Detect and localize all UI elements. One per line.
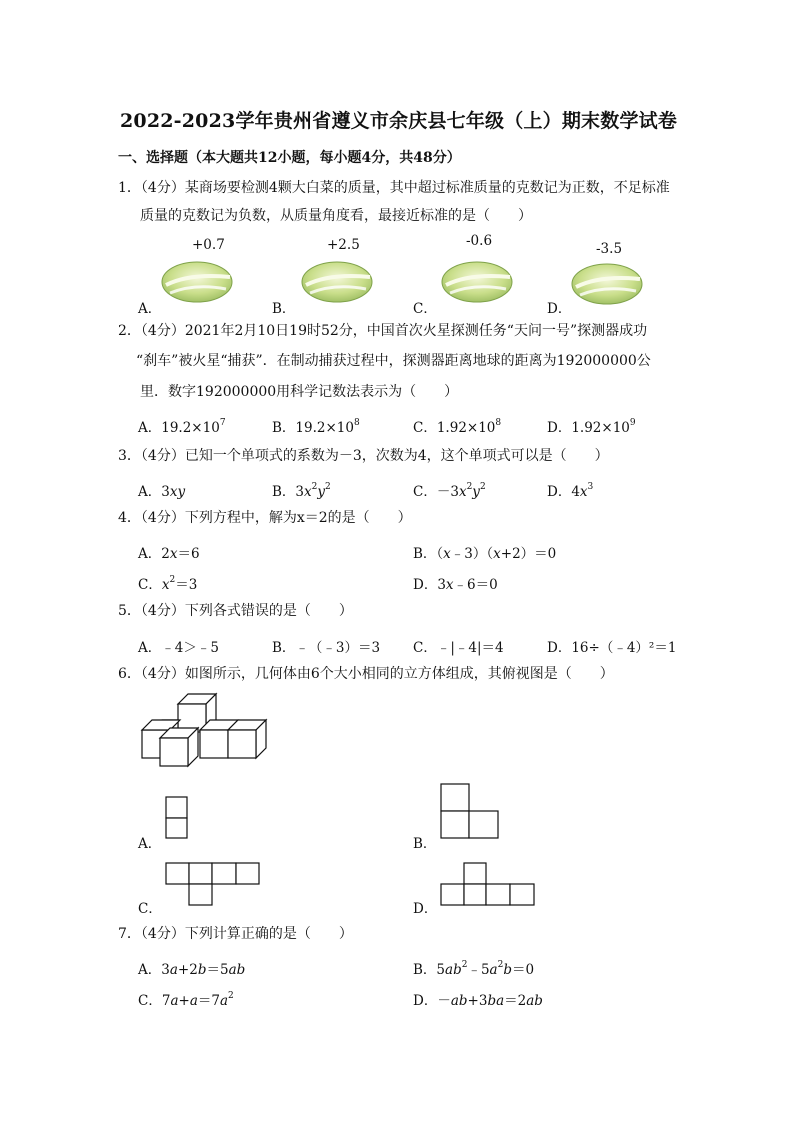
q2-option-c: C．$1.92\times 10^8$ bbox=[413, 418, 502, 436]
q1-option-c-value: -0.6 bbox=[466, 233, 493, 249]
q1-option-a-label: A． bbox=[138, 301, 162, 317]
cabbage-image-b bbox=[300, 255, 374, 305]
q1-option-d-label: D． bbox=[547, 301, 572, 317]
q1-option-c-label: C． bbox=[413, 301, 437, 317]
question-1-line-2: 质量的克数记为负数，从质量角度看，最接近标准的是（ ） bbox=[140, 208, 532, 224]
q1-option-b-value: +2.5 bbox=[327, 237, 360, 253]
cabbage-image-d bbox=[570, 257, 644, 307]
section-header: 一、选择题（本大题共12小题，每小题4分，共48分） bbox=[118, 150, 461, 166]
q4-option-d: D．3x﹣6＝0 bbox=[413, 577, 498, 593]
q6-option-d-figure bbox=[440, 862, 538, 908]
q2-option-d: D．$1.92\times 10^9$ bbox=[547, 418, 636, 436]
q6-option-c-label: C． bbox=[138, 901, 162, 917]
question-2-line-3: 里．数字192000000用科学记数法表示为（ ） bbox=[140, 384, 459, 400]
question-3-stem: 3．（4分）已知一个单项式的系数为－3，次数为4，这个单项式可以是（ ） bbox=[118, 448, 609, 464]
cabbage-image-c bbox=[440, 255, 514, 305]
q6-option-a-figure bbox=[165, 796, 189, 840]
q4-option-b: B．（x﹣3）（x+2）＝0 bbox=[413, 546, 557, 562]
q5-option-d: D．16÷（﹣4）²＝1 bbox=[547, 640, 677, 656]
q6-option-c-figure bbox=[165, 862, 263, 908]
question-6-stem: 6．（4分）如图所示，几何体由6个大小相同的立方体组成，其俯视图是（ ） bbox=[118, 666, 614, 682]
q3-option-b: B．$3x^2y^2$ bbox=[272, 482, 331, 500]
q6-option-a-label: A． bbox=[138, 836, 162, 852]
question-1-line-1: 1．（4分）某商场要检测4颗大白菜的质量，其中超过标准质量的克数记为正数，不足标准 bbox=[118, 180, 670, 196]
q6-option-d-label: D． bbox=[413, 901, 438, 917]
q3-option-d: D．$4x^3$ bbox=[547, 482, 594, 500]
q2-option-a: A．$19.2\times 10^7$ bbox=[138, 418, 226, 436]
q7-option-d: D．－ab+3ba＝2ab bbox=[413, 993, 543, 1009]
q6-option-b-figure bbox=[440, 783, 502, 841]
q7-option-c: C．$7a+a=7a^2$ bbox=[138, 991, 234, 1009]
q1-option-b-label: B． bbox=[272, 301, 296, 317]
q5-option-c: C．﹣|﹣4|＝4 bbox=[413, 640, 504, 656]
q7-option-a: A．3a+2b＝5ab bbox=[138, 962, 246, 978]
cabbage-image-a bbox=[160, 255, 234, 305]
q3-option-a: A．3xy bbox=[138, 484, 186, 500]
q7-option-b: B．$5ab^2﹣5a^2b=0$ bbox=[413, 960, 535, 978]
q5-option-a: A．﹣4＞﹣5 bbox=[138, 640, 219, 656]
q5-option-b: B．﹣（﹣3）＝3 bbox=[272, 640, 381, 656]
q4-option-c: C．$x^2=3$ bbox=[138, 575, 198, 593]
question-5-stem: 5．（4分）下列各式错误的是（ ） bbox=[118, 603, 353, 619]
q1-option-d-value: -3.5 bbox=[596, 241, 623, 257]
page-title: 2022-2023学年贵州省遵义市余庆县七年级（上）期末数学试卷 bbox=[120, 110, 678, 132]
q6-option-b-label: B． bbox=[413, 836, 437, 852]
q3-option-c: C．$-3x^2y^2$ bbox=[413, 482, 486, 500]
question-2-line-2: “刹车”被火星“捕获”．在制动捕获过程中，探测器距离地球的距离为192000000公 bbox=[136, 353, 651, 369]
q4-option-a: A．2x＝6 bbox=[138, 546, 200, 562]
question-4-stem: 4．（4分）下列方程中，解为x＝2的是（ ） bbox=[118, 510, 412, 526]
question-7-stem: 7．（4分）下列计算正确的是（ ） bbox=[118, 926, 353, 942]
question-2-line-1: 2．（4分）2021年2月10日19时52分，中国首次火星探测任务“天问一号”探测器成功 bbox=[118, 323, 648, 339]
q1-option-a-value: +0.7 bbox=[192, 237, 225, 253]
cube-solid-figure bbox=[138, 690, 270, 770]
q2-option-b: B．$19.2\times 10^8$ bbox=[272, 418, 360, 436]
